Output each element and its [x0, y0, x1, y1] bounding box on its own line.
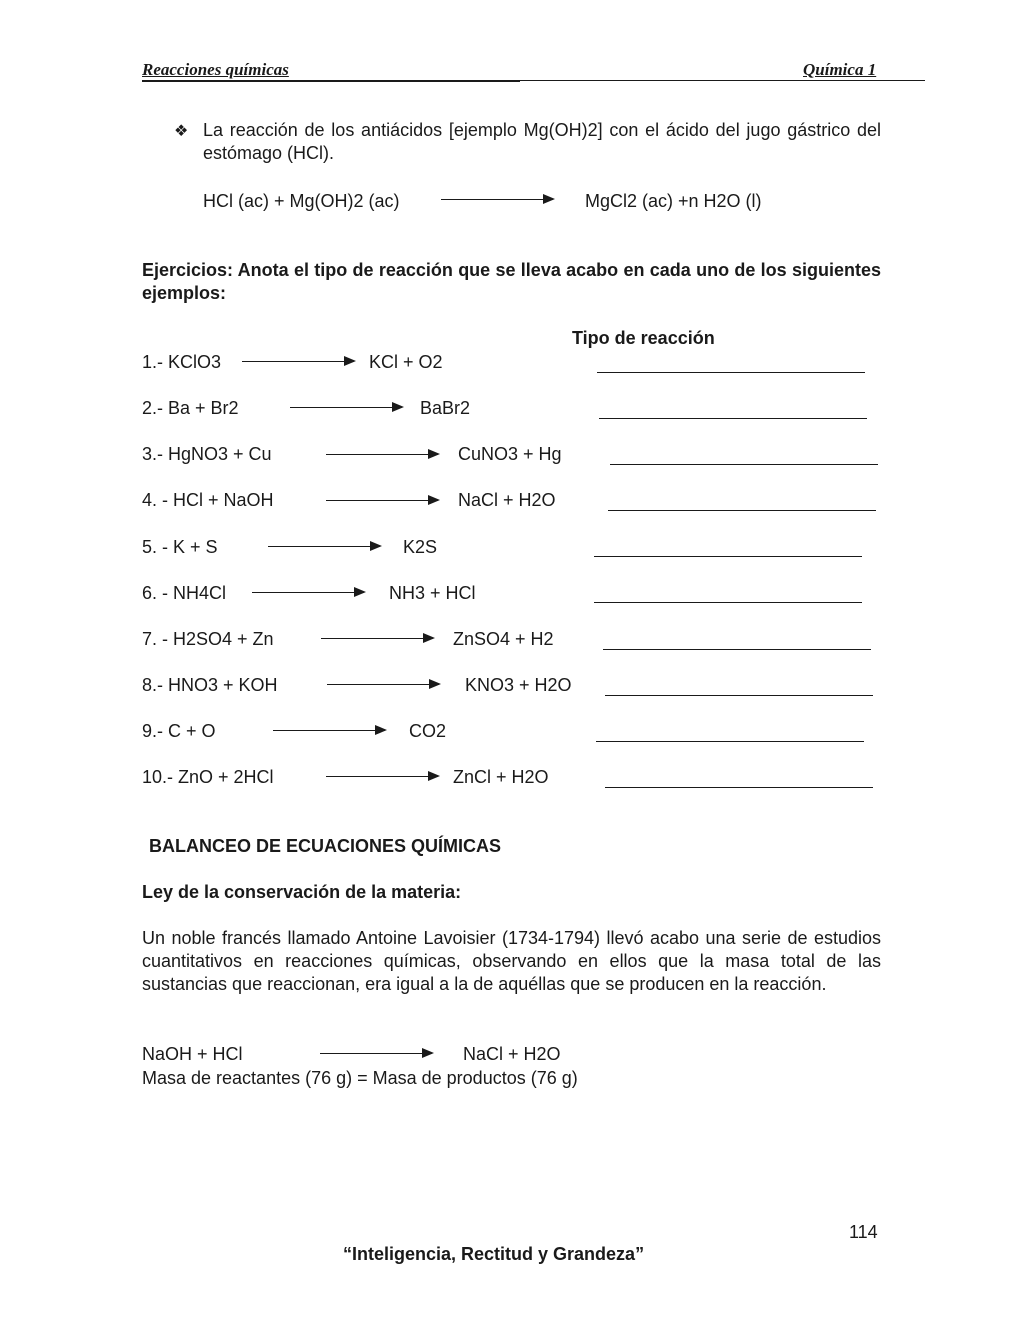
- exercise-2-products: BaBr2: [420, 398, 471, 418]
- balanceo-title: BALANCEO DE ECUACIONES QUÍMICAS: [149, 836, 502, 856]
- exercise-9-products: CO2: [409, 721, 447, 741]
- exercise-1-products: KCl + O2: [369, 352, 443, 372]
- exercise-9-reactants: 9.- C + O: [142, 721, 216, 741]
- balanceo-eq-right: NaCl + H2O: [463, 1044, 561, 1064]
- balanceo-eq-left: NaOH + HCl: [142, 1044, 243, 1064]
- exercise-4-arrow: [326, 500, 438, 501]
- bullet-icon: ❖: [174, 121, 189, 140]
- intro-eq-right: MgCl2 (ac) +n H2O (l): [585, 191, 762, 211]
- exercise-6-arrow: [252, 592, 364, 593]
- exercise-2-answer-line[interactable]: [599, 418, 867, 419]
- exercise-8-arrow: [327, 684, 439, 685]
- header-rule-thick: [142, 80, 520, 82]
- header-right: Química 1: [803, 60, 877, 79]
- exercise-10-products: ZnCl + H2O: [453, 767, 549, 787]
- exercise-10-arrow: [326, 776, 438, 777]
- page-number: 114: [849, 1222, 878, 1242]
- balanceo-subtitle: Ley de la conservación de la materia:: [142, 882, 462, 902]
- exercise-6-answer-line[interactable]: [594, 602, 862, 603]
- exercises-heading: Ejercicios: Anota el tipo de reacción que se lleva acabo en cada uno de los siguientes ejemplos:: [142, 260, 881, 303]
- exercise-3-answer-line[interactable]: [610, 464, 878, 465]
- intro-text: La reacción de los antiácidos [ejemplo Mg(OH)2] con el ácido del jugo gástrico del estómago (HCl).: [203, 120, 881, 163]
- exercise-3-reactants: 3.- HgNO3 + Cu: [142, 444, 272, 464]
- exercise-9-arrow: [273, 730, 385, 731]
- exercise-8-reactants: 8.- HNO3 + KOH: [142, 675, 278, 695]
- exercise-7-answer-line[interactable]: [603, 649, 871, 650]
- exercise-1-reactants: 1.- KClO3: [142, 352, 222, 372]
- exercise-10-reactants: 10.- ZnO + 2HCl: [142, 767, 274, 787]
- exercise-5-answer-line[interactable]: [594, 556, 862, 557]
- exercise-4-products: NaCl + H2O: [458, 490, 556, 510]
- balanceo-arrow: [320, 1053, 432, 1054]
- lavoisier-paragraph: Un noble francés llamado Antoine Lavoisier (1734-1794) llevó acabo una serie de estudios cuantitativos en reacciones químicas, observando en ellos que la masa total de las sustancias que reaccionan, era igual a la de aquéllas que se producen en la reacción.: [142, 928, 881, 994]
- header-left: Reacciones químicas: [142, 60, 289, 79]
- tipo-header: Tipo de reacción: [572, 328, 715, 348]
- exercise-9-answer-line[interactable]: [596, 741, 864, 742]
- exercise-6-products: NH3 + HCl: [389, 583, 476, 603]
- intro-eq-left: HCl (ac) + Mg(OH)2 (ac): [203, 191, 400, 211]
- exercise-4-answer-line[interactable]: [608, 510, 876, 511]
- footer-motto: “Inteligencia, Rectitud y Grandeza”: [343, 1244, 645, 1264]
- exercise-1-answer-line[interactable]: [597, 372, 865, 373]
- exercise-7-products: ZnSO4 + H2: [453, 629, 554, 649]
- exercise-5-reactants: 5. - K + S: [142, 537, 218, 557]
- exercise-10-answer-line[interactable]: [605, 787, 873, 788]
- intro-arrow: [441, 199, 553, 200]
- exercise-4-reactants: 4. - HCl + NaOH: [142, 490, 274, 510]
- exercise-3-products: CuNO3 + Hg: [458, 444, 562, 464]
- exercise-5-products: K2S: [403, 537, 438, 557]
- exercise-8-answer-line[interactable]: [605, 695, 873, 696]
- exercise-1-arrow: [242, 361, 354, 362]
- exercise-5-arrow: [268, 546, 380, 547]
- exercise-6-reactants: 6. - NH4Cl: [142, 583, 227, 603]
- exercise-3-arrow: [326, 454, 438, 455]
- exercise-2-arrow: [290, 407, 402, 408]
- exercise-7-reactants: 7. - H2SO4 + Zn: [142, 629, 274, 649]
- header-rule-thin: [520, 80, 925, 81]
- exercise-8-products: KNO3 + H2O: [465, 675, 572, 695]
- mass-line: Masa de reactantes (76 g) = Masa de productos (76 g): [142, 1068, 578, 1088]
- exercise-7-arrow: [321, 638, 433, 639]
- exercise-2-reactants: 2.- Ba + Br2: [142, 398, 239, 418]
